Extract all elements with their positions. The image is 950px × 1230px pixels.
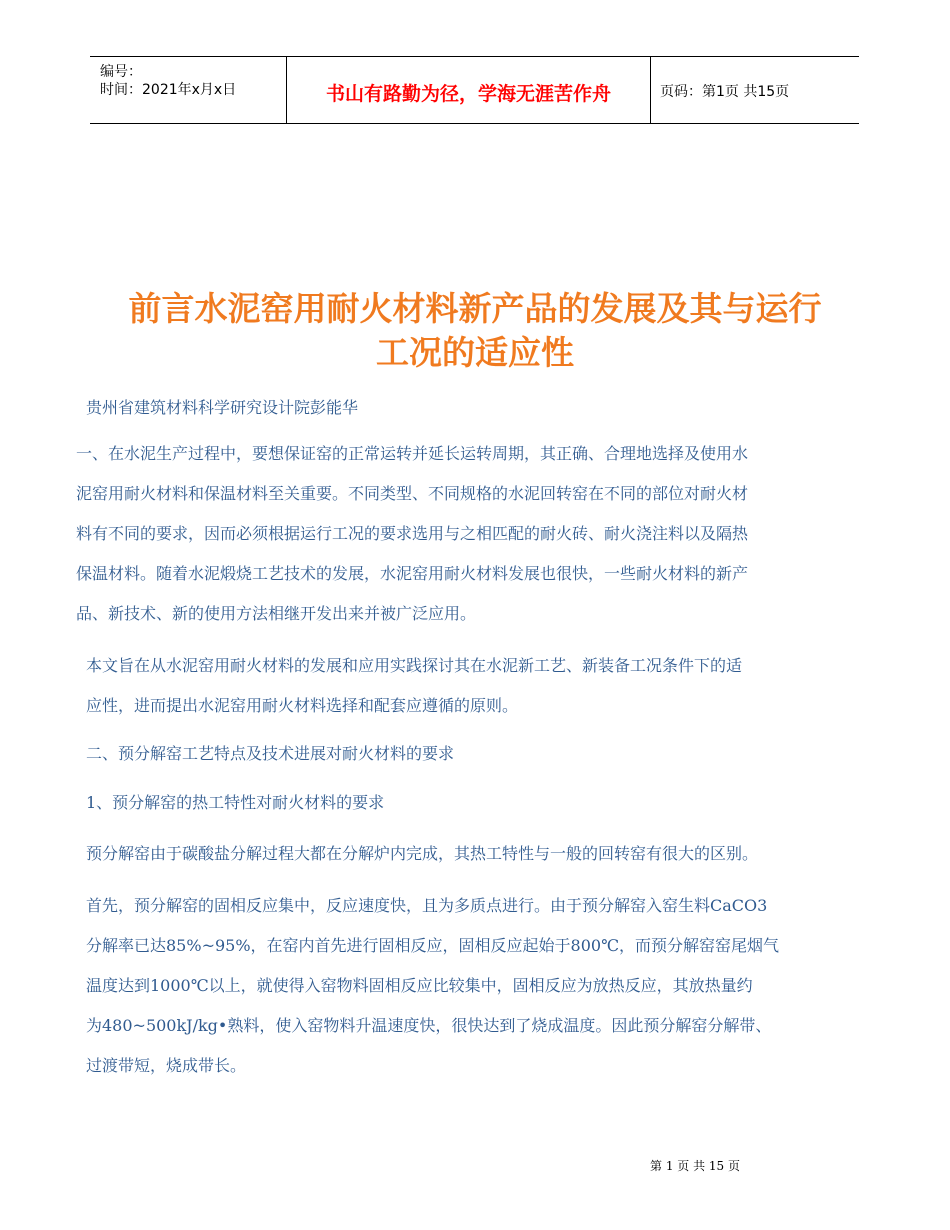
paragraph-line: 保温材料。随着水泥煅烧工艺技术的发展，水泥窑用耐火材料发展也很快，一些耐火材料的新产 [76,564,749,583]
paragraph-line: 温度达到1000℃以上，就使得入窑物料固相反应比较集中，固相反应为放热反应，其放热量约 [86,976,753,995]
paragraph-line: 分解率已达85%~95%，在窑内首先进行固相反应，固相反应起始于800℃，而预分解窑窑尾烟气 [86,936,779,955]
author-line: 贵州省建筑材料科学研究设计院彭能华 [86,398,359,417]
paragraph-line: 泥窑用耐火材料和保温材料至关重要。不同类型、不同规格的水泥回转窑在不同的部位对耐火材 [76,484,749,503]
paragraph-line: 料有不同的要求，因而必须根据运行工况的要求选用与之相匹配的耐火砖、耐火浇注料以及隔热 [76,524,749,543]
header-page-cell [650,57,859,123]
paragraph-line: 本文旨在从水泥窑用耐火材料的发展和应用实践探讨其在水泥新工艺、新装备工况条件下的适 [86,656,743,675]
section-2-heading: 二、预分解窑工艺特点及技术进展对耐火材料的要求 [86,744,455,763]
paragraph-line: 过渡带短，烧成带长。 [86,1056,247,1075]
paragraph-line: 首先，预分解窑的固相反应集中，反应速度快，且为多质点进行。由于预分解窑入窑生料CaCO3 [86,896,768,915]
document-title [60,287,890,375]
header-motto-cell [286,57,651,123]
motto: 书山有路勤为径，学海无涯苦作舟 [325,83,611,105]
number-label: 编号： [100,64,142,80]
title-line-1: 前言水泥窑用耐火材料新产品的发展及其与运行 [128,289,822,328]
header-meta-cell [90,57,286,123]
paragraph-line: 一、在水泥生产过程中，要想保证窑的正常运转并延长运转周期，其正确、合理地选择及使用水 [76,444,749,463]
paragraph-line: 品、新技术、新的使用方法相继开发出来并被广泛应用。 [76,604,477,623]
page-info: 页码：第1页 共15页 [660,84,790,100]
page-footer: 第 1 页 共 15 页 [650,1159,740,1173]
title-line-2: 工况的适应性 [376,333,574,372]
subsection-1-heading: 1、预分解窑的热工特性对耐火材料的要求 [86,793,385,812]
paragraph-line: 应性，进而提出水泥窑用耐火材料选择和配套应遵循的原则。 [86,696,519,715]
page-header [90,56,859,124]
paragraph-a: 预分解窑由于碳酸盐分解过程大都在分解炉内完成，其热工特性与一般的回转窑有很大的区别。 [86,844,759,863]
time-label: 时间：2021年x月x日 [100,82,237,98]
paragraph-line: 为480~500kJ/kg•熟料，使入窑物料升温速度快，很快达到了烧成温度。因此预分解窑分解带、 [86,1016,772,1035]
